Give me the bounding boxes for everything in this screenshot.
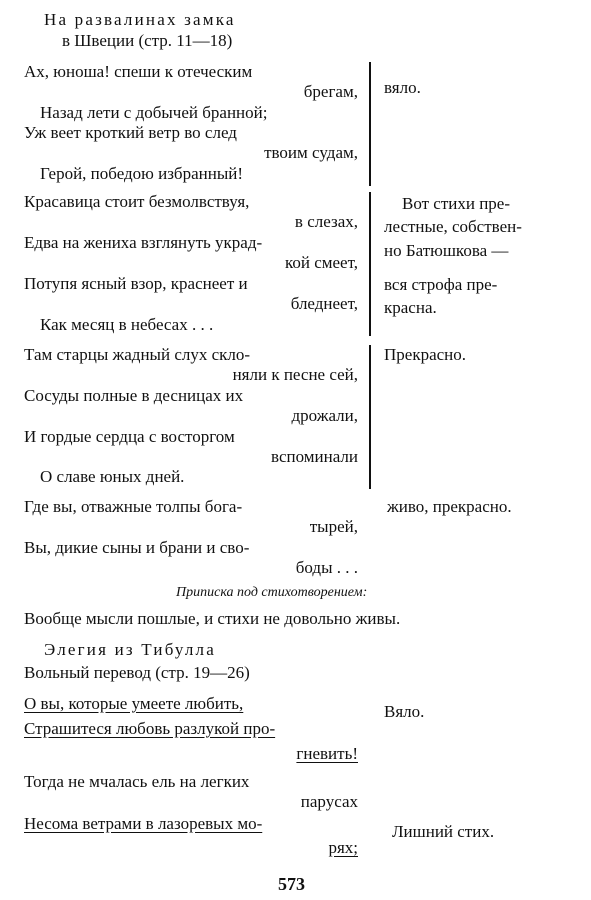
verse-line: Едва на жениха взглянуть украд- xyxy=(24,233,263,252)
verse-line: дрожали, xyxy=(291,406,358,425)
margin-note: вся строфа пре- xyxy=(384,275,498,294)
verse-line: тырей, xyxy=(309,517,358,536)
margin-note: но Батюшкова — xyxy=(384,241,509,260)
verse-line: парусах xyxy=(300,792,358,811)
postscript-heading: Приписка под стихотворением: xyxy=(176,585,368,600)
verse-line: Потупя ясный взор, краснеет и xyxy=(24,274,248,293)
page-number: 573 xyxy=(278,874,305,894)
verse-line: Где вы, отважные толпы бога- xyxy=(24,497,243,516)
verse-line: вспоминали xyxy=(271,447,358,466)
postscript-text: Вообще мысли пошлые, и стихи не довольно живы. xyxy=(24,609,401,628)
verse-line-underlined: Несома ветрами в лазоревых мо- xyxy=(24,814,263,833)
section-subtitle-1: в Швеции (стр. 11—18) xyxy=(62,31,233,50)
margin-rule xyxy=(369,345,371,489)
verse-line: няли к песне сей, xyxy=(232,365,358,384)
verse-line: Уж веет кроткий ветр во след xyxy=(24,123,237,142)
verse-line: брегам, xyxy=(303,82,358,101)
verse-line: Сосуды полные в десницах их xyxy=(24,386,244,405)
section-subtitle-2: Вольный перевод (стр. 19—26) xyxy=(24,663,250,682)
verse-line: И гордые сердца с восторгом xyxy=(24,427,235,446)
section-title-2: Элегия из Тибулла xyxy=(44,640,216,659)
margin-note: красна. xyxy=(384,298,437,317)
verse-line: в слезах, xyxy=(294,212,358,231)
verse-line: Назад лети с добычей бранной; xyxy=(40,103,268,122)
margin-note: Лишний стих. xyxy=(392,822,495,841)
verse-line: твоим судам, xyxy=(264,143,358,162)
margin-note: живо, прекрасно. xyxy=(387,497,512,516)
verse-line: бледнеет, xyxy=(290,294,358,313)
margin-note: Вот стихи пре- xyxy=(402,194,511,213)
verse-line: О славе юных дней. xyxy=(40,467,185,486)
verse-line-underlined: гневить! xyxy=(296,744,358,763)
margin-rule xyxy=(369,62,371,186)
margin-note: Вяло. xyxy=(384,702,425,721)
margin-rule xyxy=(369,192,371,336)
verse-line-underlined: рях; xyxy=(328,838,358,857)
verse-line: Вы, дикие сыны и брани и сво- xyxy=(24,538,250,557)
margin-note: лестные, собствен- xyxy=(384,217,522,236)
verse-line: Там старцы жадный слух скло- xyxy=(24,345,251,364)
section-title-1: На развалинах замка xyxy=(44,10,236,29)
margin-note: вяло. xyxy=(384,78,421,97)
verse-line: боды . . . xyxy=(295,558,358,577)
verse-line: кой смеет, xyxy=(284,253,358,272)
verse-line-underlined: Страшитеся любовь разлукой про- xyxy=(24,719,276,738)
verse-line-underlined: О вы, которые умеете любить, xyxy=(24,694,244,713)
margin-note: Прекрасно. xyxy=(384,345,467,364)
verse-line: Ах, юноша! спеши к отеческим xyxy=(24,62,253,81)
verse-line: Красавица стоит безмолвствуя, xyxy=(24,192,250,211)
verse-line: Герой, победою избранный! xyxy=(40,164,244,183)
verse-line: Тогда не мчалась ель на легких xyxy=(24,772,250,791)
verse-line: Как месяц в небесах . . . xyxy=(40,315,214,334)
